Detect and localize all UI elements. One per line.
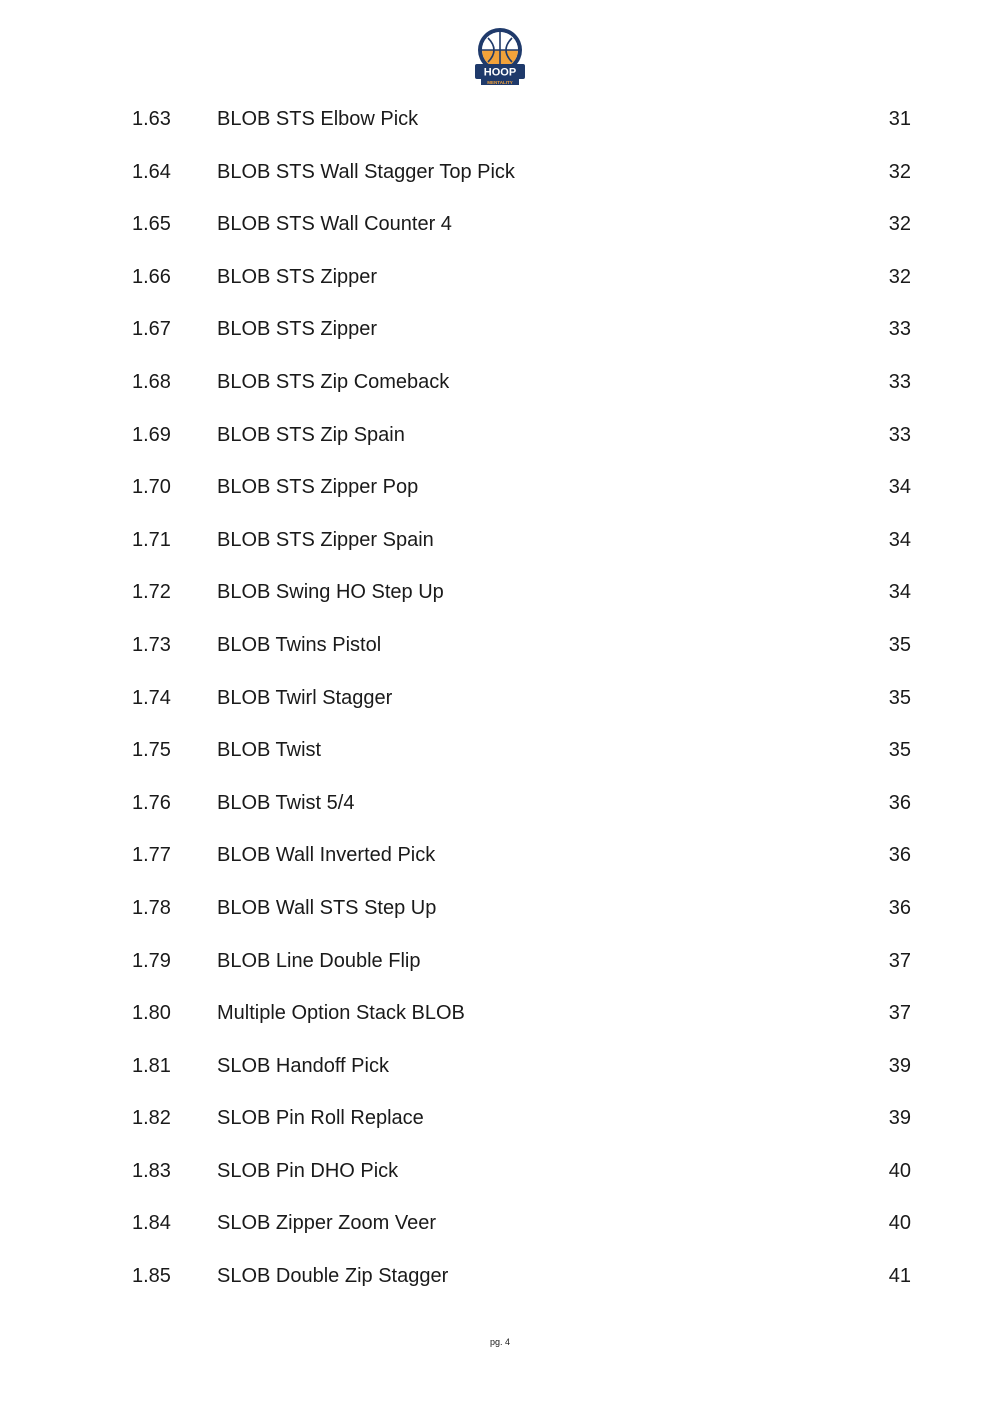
- toc-entry-title: BLOB STS Wall Stagger Top Pick: [217, 160, 515, 183]
- table-of-contents: [0, 95, 1000, 1305]
- toc-entry-number: 1.83: [132, 1159, 171, 1182]
- toc-entry-page: 36: [888, 844, 911, 867]
- toc-entry-number: 1.84: [132, 1212, 171, 1235]
- toc-entry-page: 32: [888, 213, 911, 236]
- toc-entry-title: SLOB Pin DHO Pick: [217, 1159, 399, 1182]
- toc-entry-page: 37: [888, 1002, 911, 1025]
- toc-entry-number: 1.78: [132, 896, 171, 919]
- toc-entry[interactable]: [0, 148, 1000, 201]
- toc-entry[interactable]: [0, 884, 1000, 937]
- toc-entry-number: 1.70: [132, 476, 171, 499]
- toc-entry-page: 32: [888, 265, 911, 288]
- toc-entry-title: BLOB STS Zipper Spain: [217, 528, 434, 551]
- basketball-icon: [472, 26, 528, 88]
- toc-entry-number: 1.85: [132, 1265, 171, 1288]
- toc-entry-page: 35: [888, 739, 911, 762]
- toc-entry[interactable]: [0, 621, 1000, 674]
- toc-entry[interactable]: [0, 200, 1000, 253]
- toc-entry[interactable]: [0, 516, 1000, 569]
- toc-entry-title: BLOB Twist 5/4: [217, 791, 355, 814]
- toc-entry-page: 34: [888, 476, 911, 499]
- toc-entry[interactable]: [0, 305, 1000, 358]
- toc-entry-number: 1.64: [132, 160, 171, 183]
- toc-entry-number: 1.63: [132, 108, 171, 130]
- toc-entry-title: BLOB Wall Inverted Pick: [217, 844, 436, 867]
- toc-entry-page: 35: [888, 686, 911, 709]
- toc-entry[interactable]: [0, 726, 1000, 779]
- toc-entry[interactable]: [0, 989, 1000, 1042]
- toc-entry-title: SLOB Handoff Pick: [217, 1054, 389, 1077]
- toc-entry-page: 36: [888, 791, 911, 814]
- toc-entry[interactable]: [0, 674, 1000, 727]
- toc-entry-number: 1.81: [132, 1054, 171, 1077]
- toc-entry-title: BLOB STS Zipper: [217, 318, 378, 341]
- toc-entry-page: 33: [888, 318, 911, 341]
- toc-entry-title: BLOB STS Zipper Pop: [217, 476, 419, 499]
- toc-entry[interactable]: [0, 358, 1000, 411]
- toc-entry-title: SLOB Pin Roll Replace: [217, 1107, 424, 1130]
- toc-entry-title: SLOB Double Zip Stagger: [217, 1265, 449, 1288]
- toc-entry-number: 1.66: [132, 265, 171, 288]
- toc-entry-page: 37: [888, 949, 911, 972]
- toc-entry-title: Multiple Option Stack BLOB: [217, 1002, 465, 1025]
- toc-entry-title: BLOB Wall STS Step Up: [217, 896, 437, 919]
- toc-entry-number: 1.69: [132, 423, 171, 446]
- toc-entry[interactable]: [0, 779, 1000, 832]
- toc-entry-number: 1.65: [132, 213, 171, 236]
- toc-entry-number: 1.67: [132, 318, 171, 341]
- toc-entry-page: 41: [888, 1265, 911, 1288]
- toc-entry[interactable]: [0, 1199, 1000, 1252]
- toc-entry[interactable]: [0, 1147, 1000, 1200]
- toc-entry-number: 1.73: [132, 633, 171, 656]
- hoop-mentality-logo: [472, 26, 528, 88]
- toc-entry-page: 33: [888, 370, 911, 393]
- toc-entry-title: BLOB STS Wall Counter 4: [217, 213, 452, 236]
- toc-entry-page: 35: [888, 633, 911, 656]
- toc-entry-page: 40: [888, 1159, 911, 1182]
- toc-entry[interactable]: [0, 568, 1000, 621]
- toc-entry-title: BLOB STS Elbow Pick: [217, 108, 419, 130]
- toc-entry-number: 1.74: [132, 686, 171, 709]
- toc-entry-title: BLOB STS Zip Spain: [217, 423, 405, 446]
- toc-entry-number: 1.80: [132, 1002, 171, 1025]
- toc-entry-title: BLOB Line Double Flip: [217, 949, 421, 972]
- toc-entry-title: BLOB Twirl Stagger: [217, 686, 393, 709]
- toc-entry-number: 1.72: [132, 581, 171, 604]
- toc-entry-title: BLOB Twins Pistol: [217, 633, 382, 656]
- toc-entry-page: 31: [888, 108, 911, 130]
- toc-entry-title: BLOB STS Zipper: [217, 265, 378, 288]
- toc-entry[interactable]: [0, 937, 1000, 990]
- toc-entry-page: 39: [888, 1054, 911, 1077]
- toc-entry[interactable]: [0, 253, 1000, 306]
- logo-text: HOOP: [483, 66, 517, 79]
- toc-entry[interactable]: [0, 463, 1000, 516]
- toc-entry[interactable]: [0, 1042, 1000, 1095]
- toc-entry-number: 1.77: [132, 844, 171, 867]
- toc-entry-page: 36: [888, 896, 911, 919]
- toc-entry-page: 39: [888, 1107, 911, 1130]
- toc-entry[interactable]: [0, 95, 1000, 148]
- toc-entry-number: 1.68: [132, 370, 171, 393]
- page-number: pg. 4: [489, 1337, 511, 1347]
- toc-entry[interactable]: [0, 831, 1000, 884]
- toc-entry-number: 1.75: [132, 739, 171, 762]
- toc-entry-page: 32: [888, 160, 911, 183]
- toc-entry-title: BLOB STS Zip Comeback: [217, 370, 450, 393]
- toc-entry-page: 34: [888, 581, 911, 604]
- toc-entry-page: 40: [888, 1212, 911, 1235]
- toc-entry-title: BLOB Swing HO Step Up: [217, 581, 444, 604]
- toc-entry[interactable]: [0, 1094, 1000, 1147]
- toc-entry-title: SLOB Zipper Zoom Veer: [217, 1212, 436, 1235]
- toc-entry-number: 1.82: [132, 1107, 171, 1130]
- toc-entry-page: 34: [888, 528, 911, 551]
- toc-entry-title: BLOB Twist: [217, 739, 322, 762]
- toc-entry-number: 1.79: [132, 949, 171, 972]
- toc-entry-page: 33: [888, 423, 911, 446]
- toc-entry[interactable]: [0, 411, 1000, 464]
- toc-entry-number: 1.76: [132, 791, 171, 814]
- logo-subtext: MENTALITY: [487, 79, 513, 85]
- toc-entry[interactable]: [0, 1252, 1000, 1305]
- toc-entry-number: 1.71: [132, 528, 171, 551]
